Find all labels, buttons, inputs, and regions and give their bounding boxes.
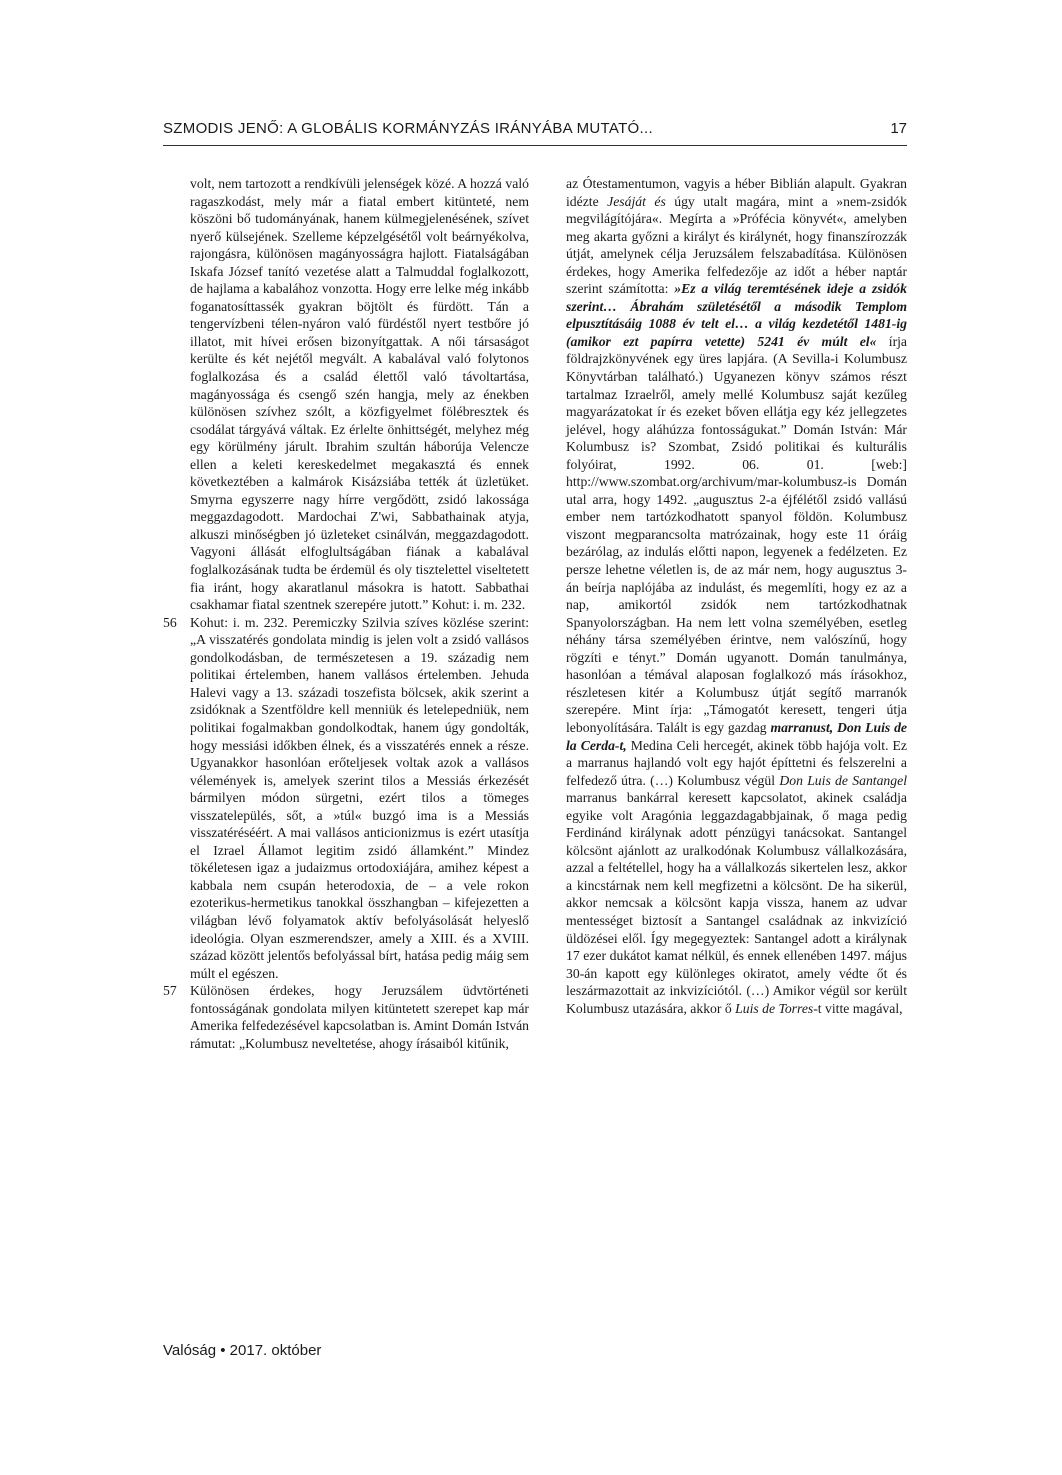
footnote-57 — [163, 982, 529, 1052]
footnote-57-continuation — [566, 175, 907, 1017]
text-run: úgy utalt magára, mint a »nem-zsidók megvilágítójára«. Megírta a »Prófécia könyvét«, amelyben meg akarta győzni a királyt és királynét, hogy finanszírozzák útját, amelynek célja Jeruzsálem felszabadítása. Különösen érdekes, hogy Amerika felfedezője az időt a héber naptár szerint számította: — [566, 193, 907, 297]
header-rule — [163, 145, 907, 146]
bold-italic-name: marranust, Don Luis de la Cerda-t, — [566, 719, 907, 753]
footnote-55-continuation: volt, nem tartozott a rendkívüli jelenségek közé. A hozzá való ragaszkodást, mely már a fiatal embert kitünteté, nem köszöni bő tudományának, hanem külmegjelenésének, szívet nyerő külsejének. Szelleme képzelgésétől volt beárnyékolva, rajongásra, különösen magányosságra hajlott. Fiatalságában Iskafa József tanító vezetése alatt a Talmuddal foglalkozott, de hajlama a kabalához vonzotta. Hogy erre lelke még inkább foganatosíttassék gyakran böjtölt és fürdött. Tán a tengervízbeni télen-nyáron való fürdéstől nyert testbőre jó illatot, mit hívei erősen bizonyítgattak. A női társaságot kerülte és két nejétől megvált. A kabalával való folytonos foglalkozása és a család élettől való távoltartása, magányossága és csengő szén hangja, mely az énekben különösen szívhez szólt, a közfigyelmet fölébresztek és csodálat tárgyává váltak. Ez érlelte önhittségét, melyhez még egy körülmény járult. Ibrahim szultán háborúja Velencze ellen a keleti kereskedelmet megakasztá és ennek következtében a kalmárok Kisázsiába tették át üzletüket. Smyrna egyszerre nagy hírre vergődött, zsidó lakossága meggazdagodott. Mardochai Z'wi, Sabbathainak atyja, alkuszi minőségben jó üzleteket csinálván, meggazdagodott. Vagyoni állását elfoglultságában fiának a kabalával foglalkozásának tudta be érdemül és oly tisztelettel viseltetett fia iránt, hogy akaratlanul másokra is hatott. Sabbathai csakhamar fiatal szentnek szerepére jutott.” Kohut: i. m. 232. — [190, 176, 529, 613]
footnote-56 — [163, 614, 529, 982]
left-column — [163, 175, 529, 1052]
text-run: az Ótestamentumon, vagyis a héber Biblián alapult. Gyakran idézte — [566, 176, 907, 209]
page-number: 17 — [890, 120, 907, 137]
text-run: -t vitte magával, — [813, 1000, 903, 1016]
footnote-text: Különösen érdekes, hogy Jeruzsálem üdvtörténeti fontosságának gondolata milyen kitüntetett szerepet kap már Amerika felfedezésével kapcsolatban is. Amint Domán István rámutat: „Kolumbusz neveltetése, ahogy írásaiból kitűnik, — [190, 983, 529, 1051]
right-column — [566, 175, 907, 1017]
bold-italic-quote: »Ez a világ teremtésének ideje a zsidók szerint… Ábrahám születésétől a második Templom elpusztításáig 1088 év telt el… a világ kezdetétől 1481-ig (amikor ezt papírra vetette) 5241 év múlt el« — [566, 281, 907, 349]
text-run: Medina Celi hercegét, akinek több hajója volt. Ez a marranus hajlandó volt egy hajót építtetni és felszerelni a felfedező útra. (…) Kolumbusz végül — [566, 737, 907, 788]
italic-name: Don Luis de Santangel — [779, 772, 908, 788]
running-title: SZMODIS JENŐ: A GLOBÁLIS KORMÁNYZÁS IRÁNYÁBA MUTATÓ... — [163, 120, 653, 137]
italic-run: Jesáját és — [607, 193, 666, 209]
footnote-number: 57 — [163, 983, 177, 999]
footnote-number: 56 — [163, 614, 177, 630]
italic-name: Luis de Torres — [735, 1000, 814, 1016]
text-run: írja földrajzkönyvének egy üres lapjára. (A Sevilla-i Kolumbusz Könyvtárban található.) Ugyanezen könyv számos részt tartalmaz Izraelről, amely mellé Kolumbusz saját kezűleg magyarázatokat ír és ezeket bőven ellátja egy kéz jellegzetes jelével, hogy aláhúzza fontosságukat.” Domán István: Már Kolumbusz is? Szombat, Zsidó politikai és kulturális folyóirat, 1992. 06. 01. [web:] http://www.szombat.org/archivum/mar-kolumbusz-is Domán utal arra, hogy 1492. „augusztus 2-a éjfélétől zsidó vallású ember nem tartózkodhatott spanyol földön. Kolumbusz viszont megparancsolta matrózainak, hogy este 11 óráig bezárólag, az indulás előtti napon, legyenek a fedélzeten. Ez persze lehetne véletlen is, de az már nem, hogy augusztus 3-án beírja naplójába az indulást, és megemlíti, hogy ez az a nap, amikortól zsidók nem tartózkodhatnak Spanyolországban. Ha nem lett volna személyében, esetleg néhány társa személyében érintve, nem valószínű, hogy rögzíti e tényt.” Domán ugyanott. Domán tanulmánya, hasonlóan a témával alaposan foglalkozó más írásokhoz, részletesen kitér a Kolumbusz útját segítő marranók szerepére. Mint írja: „Támogatót keresett, tengeri útja lebonyolítására. Talált is egy gazdag — [566, 333, 908, 735]
running-header — [163, 120, 907, 142]
text-run: marranus bankárral keresett kapcsolatot, akinek családja egyike volt Aragónia leggazdagabbjainak, ő maga pedig Ferdinánd királynak adott pénzügyi tanácsokat. Santangel kölcsönt ajánlott az uralkodónak Kolumbusz vállalkozására, azzal a feltétellel, hogy ha a vállalkozás sikertelen lesz, akkor a kincstárnak nem kell megfizetni a kölcsönt. De ha sikerül, akkor nemcsak a kölcsönt kapja vissza, hanem az udvar mentességet biztosít a Santangel családnak az inkvizíció üldözései elől. Így megegyeztek: Santangel adott a királynak 17 ezer dukátot kamat nélkül, és ennek ellenében 1497. május 30-án kapott egy különleges okiratot, amely védte őt és leszármazottait az inkvizíciótól. (…) Amikor végül sor került Kolumbusz utazására, akkor ő — [566, 790, 907, 1016]
page-footer: Valóság • 2017. október — [163, 1342, 322, 1359]
footnote-text: Kohut: i. m. 232. Peremiczky Szilvia szíves közlése szerint: „A visszatérés gondolata mindig is jelen volt a zsidó vallásos gondolkodásban, de természetesen a 19. századig nem politikai értelemben, hanem vallásos értelemben. Jehuda Halevi vagy a 13. századi toszefista bölcsek, akik szerint a zsidóknak a Szentföldre kell menniük és letelepedniük, nem politikai fogalmakban gondolkodtak, hanem úgy gondolták, hogy messiási időkben élnek, és a visszatérés ennek a része. Ugyanakkor hasonlóan erőteljesek voltak azok a vallásos vélemények is, amelyek szerint tilos a Messiás érkezését bármilyen módon sürgetni, ezért tilos a tömeges visszatelepülés, sőt, a »túl« buzgó ima is a Messiás visszatéréséért. A mai vallásos anticionizmus is ezért utasítja el Izrael Államot legitim zsidó államként.” Mindez tökéletesen igaz a judaizmus ortodoxiájára, amihez képest a kabbala nem csupán heterodoxia, de – a vele rokon ezoterikus-hermetikus tanokkal összhangban – kifejezetten a világban lévő folyamatok aktív befolyásolását helyeslő ideológia. Olyan eszmerendszer, amely a XIII. és a XVIII. század között jelentős befolyással bírt, hatása pedig máig sem múlt el egészen. — [190, 614, 529, 981]
